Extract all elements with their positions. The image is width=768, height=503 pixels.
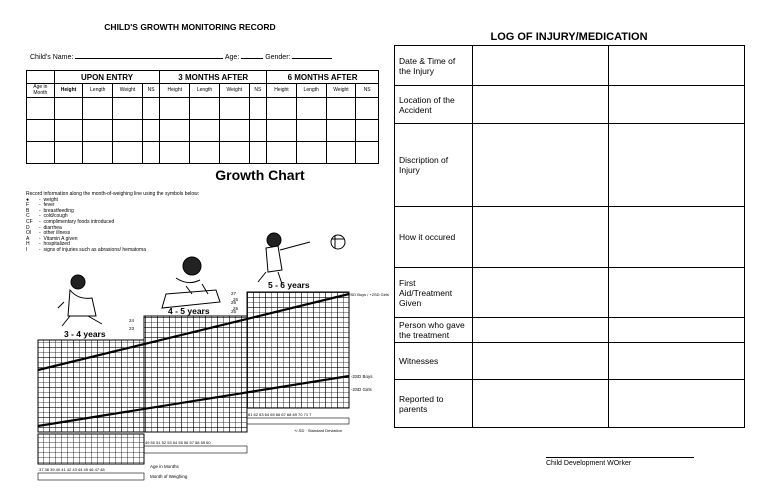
scale-label: 27 xyxy=(231,291,237,296)
record-cell[interactable] xyxy=(27,120,55,142)
legend-symbol: CF xyxy=(26,218,33,225)
record-cell[interactable] xyxy=(219,98,249,120)
log-row-label: Location of the Accident xyxy=(395,86,473,124)
record-cell[interactable] xyxy=(249,120,266,142)
record-cell[interactable] xyxy=(142,120,159,142)
col-header: Length xyxy=(83,84,113,98)
record-cell[interactable] xyxy=(267,98,297,120)
age-label: Age: xyxy=(224,54,240,61)
scale-label: 26 xyxy=(231,300,237,305)
legend-meaning: other illness xyxy=(43,230,71,237)
scale-label: 25 xyxy=(233,306,239,311)
log-cell[interactable] xyxy=(609,207,745,268)
legend-dash: - xyxy=(39,218,44,225)
age-field[interactable] xyxy=(241,52,263,59)
child-illustration-4-5 xyxy=(162,257,220,308)
sd-label: -2SD Girls xyxy=(351,387,372,392)
record-cell[interactable] xyxy=(160,120,190,142)
legend-dash: - xyxy=(39,202,44,209)
record-cell[interactable] xyxy=(267,120,297,142)
log-cell[interactable] xyxy=(473,343,609,380)
age-group-label: 4 - 5 years xyxy=(168,306,210,316)
log-cell[interactable] xyxy=(473,207,609,268)
legend-meaning: diarrhea xyxy=(43,224,62,231)
record-corner-cell xyxy=(27,71,55,84)
injury-log-table xyxy=(394,45,745,428)
months-3-4: 37 38 39 40 41 42 43 44 45 46 47 48 xyxy=(39,467,105,472)
log-cell[interactable] xyxy=(473,268,609,318)
child-info-line xyxy=(30,52,332,61)
record-cell[interactable] xyxy=(160,142,190,164)
scale-label: 23 xyxy=(129,326,135,331)
sd-label: -2SD Boys xyxy=(351,374,373,379)
log-row-label: Witnesses xyxy=(395,343,473,380)
col-header: NS xyxy=(142,84,159,98)
legend-symbol: A xyxy=(26,235,30,242)
age-in-months-label: Age in Months xyxy=(150,464,179,469)
legend-dash: - xyxy=(39,246,44,253)
record-cell[interactable] xyxy=(356,120,379,142)
child-illustration-3-4 xyxy=(58,275,102,326)
log-row xyxy=(395,343,745,380)
legend-dash: - xyxy=(39,235,44,242)
growth-record-table xyxy=(26,70,379,164)
record-cell[interactable] xyxy=(326,142,356,164)
record-cell[interactable] xyxy=(113,142,143,164)
scale-label: 26 xyxy=(233,297,239,302)
record-cell[interactable] xyxy=(326,98,356,120)
record-cell[interactable] xyxy=(219,142,249,164)
record-cell[interactable] xyxy=(249,98,266,120)
legend-meaning: weight xyxy=(43,196,58,203)
scale-label: 24 xyxy=(129,318,135,323)
child-name-field[interactable] xyxy=(75,52,223,59)
group-header: 6 MONTHS AFTER xyxy=(267,71,379,84)
record-cell[interactable] xyxy=(190,142,220,164)
table-row xyxy=(27,98,379,120)
legend-symbol: C xyxy=(26,213,30,220)
legend-symbol: F xyxy=(26,202,30,209)
legend-symbol: H xyxy=(26,241,30,248)
legend-symbol: OI xyxy=(26,230,32,237)
log-cell[interactable] xyxy=(473,46,609,86)
log-row-label: How it occured xyxy=(395,207,473,268)
legend-meaning: hospitalized xyxy=(43,241,70,248)
col-header: NS xyxy=(356,84,379,98)
signature-label: Child Development WOrker xyxy=(546,460,632,467)
legend-symbol: ● xyxy=(26,196,30,203)
sd-label: +2SD Boys / +2SD Girls xyxy=(346,292,389,297)
record-cell[interactable] xyxy=(142,142,159,164)
col-header: Weight xyxy=(113,84,143,98)
gender-field[interactable] xyxy=(292,52,332,59)
log-cell[interactable] xyxy=(473,124,609,207)
group-header: 3 MONTHS AFTER xyxy=(160,71,267,84)
months-4-5: 49 50 51 52 53 54 55 56 57 58 59 60 xyxy=(145,440,211,445)
col-header: Weight xyxy=(219,84,249,98)
record-cell[interactable] xyxy=(267,142,297,164)
legend-dash: - xyxy=(39,213,44,220)
col-header: Height xyxy=(160,84,190,98)
gender-label: Gender: xyxy=(265,54,291,61)
log-cell[interactable] xyxy=(473,380,609,428)
col-header: Length xyxy=(190,84,220,98)
log-row-label: First Aid/Treatment Given xyxy=(395,268,473,318)
growth-chart-title: Growth Chart xyxy=(215,167,305,183)
record-cell[interactable] xyxy=(113,120,143,142)
legend-meaning: complimentary foods introduced xyxy=(43,218,115,225)
legend-meaning: signs of injuries such as abrasions/ hematoma xyxy=(43,246,147,253)
grid-4-5-years xyxy=(144,316,247,432)
log-row xyxy=(395,318,745,343)
record-cell[interactable] xyxy=(190,98,220,120)
record-cell[interactable] xyxy=(219,120,249,142)
record-title: CHILD'S GROWTH MONITORING RECORD xyxy=(104,22,276,32)
legend-meaning: fever xyxy=(43,202,55,209)
legend-symbol: I xyxy=(26,246,28,253)
child-name-label: Child's Name: xyxy=(30,54,74,61)
log-row-label: Date & Time of the Injury xyxy=(395,46,473,86)
log-cell[interactable] xyxy=(609,124,745,207)
record-cell[interactable] xyxy=(83,142,113,164)
sd-note: +/-SD · Standard Deviation xyxy=(294,428,342,433)
legend-dash: - xyxy=(39,207,44,214)
col-header: Length xyxy=(296,84,326,98)
record-cell[interactable] xyxy=(27,98,55,120)
legend-dash: - xyxy=(39,230,44,237)
months-5-6: 61 62 63 64 65 66 67 68 69 70 71 7 xyxy=(248,412,312,417)
log-cell[interactable] xyxy=(609,86,745,124)
legend-meaning: breastfeeding xyxy=(43,207,74,214)
table-row xyxy=(27,120,379,142)
record-cell[interactable] xyxy=(296,142,326,164)
legend-dash: - xyxy=(39,196,44,203)
log-row xyxy=(395,268,745,318)
log-row xyxy=(395,124,745,207)
legend-dash: - xyxy=(39,224,44,231)
legend-meaning: Vitamin A given xyxy=(43,235,78,242)
group-header: UPON ENTRY xyxy=(54,71,160,84)
scale-label: 25 xyxy=(231,309,237,314)
legend-intro: Record information along the month-of-weighing line using the symbols below: xyxy=(26,191,200,197)
record-cell[interactable] xyxy=(54,120,83,142)
record-cell[interactable] xyxy=(113,98,143,120)
log-title: LOG OF INJURY/MEDICATION xyxy=(490,31,648,43)
record-cell[interactable] xyxy=(54,98,83,120)
col-header: Height xyxy=(54,84,83,98)
log-cell[interactable] xyxy=(609,380,745,428)
record-cell[interactable] xyxy=(54,142,83,164)
col-header: NS xyxy=(249,84,266,98)
month-of-weighing-label: Month of Weighing xyxy=(150,474,188,479)
log-row xyxy=(395,380,745,428)
age-group-label: 3 - 4 years xyxy=(64,329,106,339)
record-cell[interactable] xyxy=(83,98,113,120)
record-cell[interactable] xyxy=(326,120,356,142)
record-cell[interactable] xyxy=(83,120,113,142)
legend-symbol: D xyxy=(26,224,30,231)
log-cell[interactable] xyxy=(609,318,745,343)
log-cell[interactable] xyxy=(609,343,745,380)
age-month-header: Age in Month xyxy=(27,84,55,98)
record-cell[interactable] xyxy=(296,98,326,120)
log-cell[interactable] xyxy=(473,86,609,124)
table-row xyxy=(27,142,379,164)
log-row-label: Person who gave the treatment xyxy=(395,318,473,343)
signature-line[interactable] xyxy=(546,457,694,458)
record-cell[interactable] xyxy=(27,142,55,164)
col-header: Height xyxy=(267,84,297,98)
age-group-label: 5 - 6 years xyxy=(268,280,310,290)
record-cell[interactable] xyxy=(249,142,266,164)
legend-dash: - xyxy=(39,241,44,248)
legend-meaning: cold/cough xyxy=(43,213,68,220)
log-cell[interactable] xyxy=(609,268,745,318)
col-header: Weight xyxy=(326,84,356,98)
record-cell[interactable] xyxy=(296,120,326,142)
record-cell[interactable] xyxy=(142,98,159,120)
log-row xyxy=(395,86,745,124)
log-row-label: Reported to parents xyxy=(395,380,473,428)
record-cell[interactable] xyxy=(356,142,379,164)
log-cell[interactable] xyxy=(473,318,609,343)
log-row xyxy=(395,207,745,268)
log-row xyxy=(395,46,745,86)
log-cell[interactable] xyxy=(609,46,745,86)
child-illustration-5-6 xyxy=(258,233,345,284)
record-cell[interactable] xyxy=(356,98,379,120)
legend-symbol: B xyxy=(26,207,30,214)
log-row-label: Discription of Injury xyxy=(395,124,473,207)
record-cell[interactable] xyxy=(190,120,220,142)
record-cell[interactable] xyxy=(160,98,190,120)
